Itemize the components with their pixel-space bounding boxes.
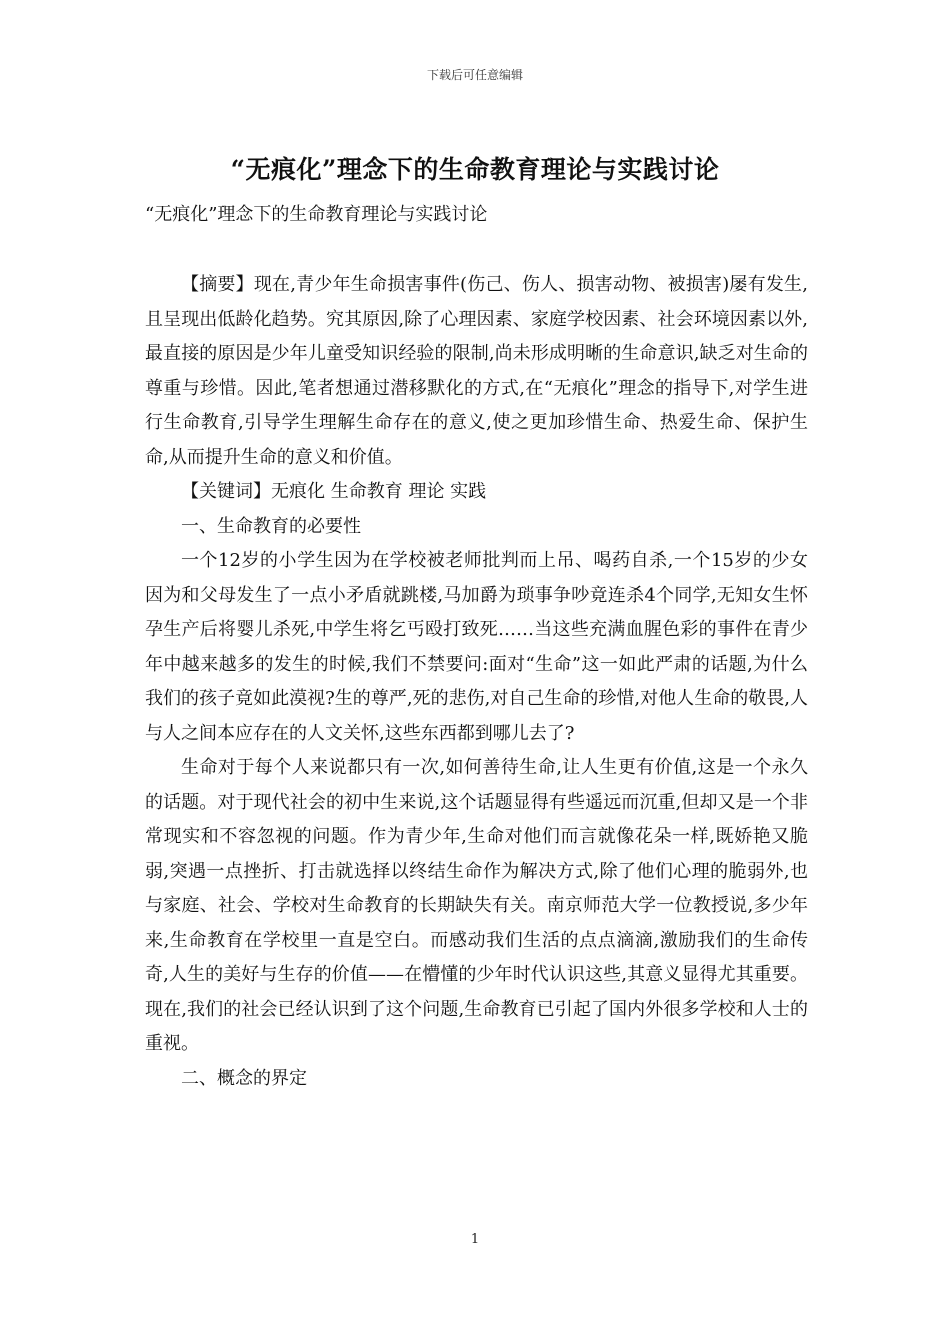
- page-number: 1: [470, 1232, 480, 1247]
- body-paragraph: 生命对于每个人来说都只有一次,如何善待生命,让人生更有价值,这是一个永久的话题。对于现代社会的初中生来说,这个话题显得有些遥远而沉重,但却又是一个非常现实和不容忽视的问题。作为青少年,生命对他们而言就像花朵一样,既娇艳又脆弱,突遇一点挫折、打击就选择以终结生命作为解决方式,除了他们心理的脆弱外,也与家庭、社会、学校对生命教育的长期缺失有关。南京师范大学一位教授说,多少年来,生命教育在学校里一直是空白。而感动我们生活的点点滴滴,激励我们的生命传奇,人生的美好与生存的价值——在懵懂的少年时代认识这些,其意义显得尤其重要。现在,我们的社会已经认识到了这个问题,生命教育已引起了国内外很多学校和人士的重视。: [145, 757, 808, 1054]
- abstract-paragraph: 【摘要】现在,青少年生命损害事件(伤己、伤人、损害动物、被损害)屡有发生,且呈现出低龄化趋势。究其原因,除了心理因素、家庭学校因素、社会环境因素以外,最直接的原因是少年儿童受知识经验的限制,尚未形成明晰的生命意识,缺乏对生命的尊重与珍惜。因此,笔者想通过潜移默化的方式,在“无痕化”理念的指导下,对学生进行生命教育,引导学生理解生命存在的意义,使之更加珍惜生命、热爱生命、保护生命,从而提升生命的意义和价值。: [145, 274, 808, 468]
- keywords-paragraph: 【关键词】无痕化 生命教育 理论 实践: [181, 481, 487, 502]
- page-header: 下载后可任意编辑: [426, 68, 523, 82]
- section-heading: 一、生命教育的必要性: [181, 515, 361, 537]
- document-body: [145, 268, 808, 1096]
- document-subtitle: “无痕化”理念下的生命教育理论与实践讨论: [145, 204, 488, 225]
- document-title: “无痕化”理念下的生命教育理论与实践讨论: [230, 155, 720, 184]
- section-heading: 二、概念的界定: [181, 1067, 307, 1089]
- body-paragraph: 一个12岁的小学生因为在学校被老师批判而上吊、喝药自杀,一个15岁的少女因为和父母发生了一点小矛盾就跳楼,马加爵为琐事争吵竟连杀4个同学,无知女生怀孕生产后将婴儿杀死,中学生将乞丐殴打致死……当这些充满血腥色彩的事件在青少年中越来越多的发生的时候,我们不禁要问:面对“生命”这一如此严肃的话题,为什么我们的孩子竟如此漠视?生的尊严,死的悲伤,对自己生命的珍惜,对他人生命的敬畏,人与人之间本应存在的人文关怀,这些东西都到哪儿去了?: [145, 550, 808, 744]
